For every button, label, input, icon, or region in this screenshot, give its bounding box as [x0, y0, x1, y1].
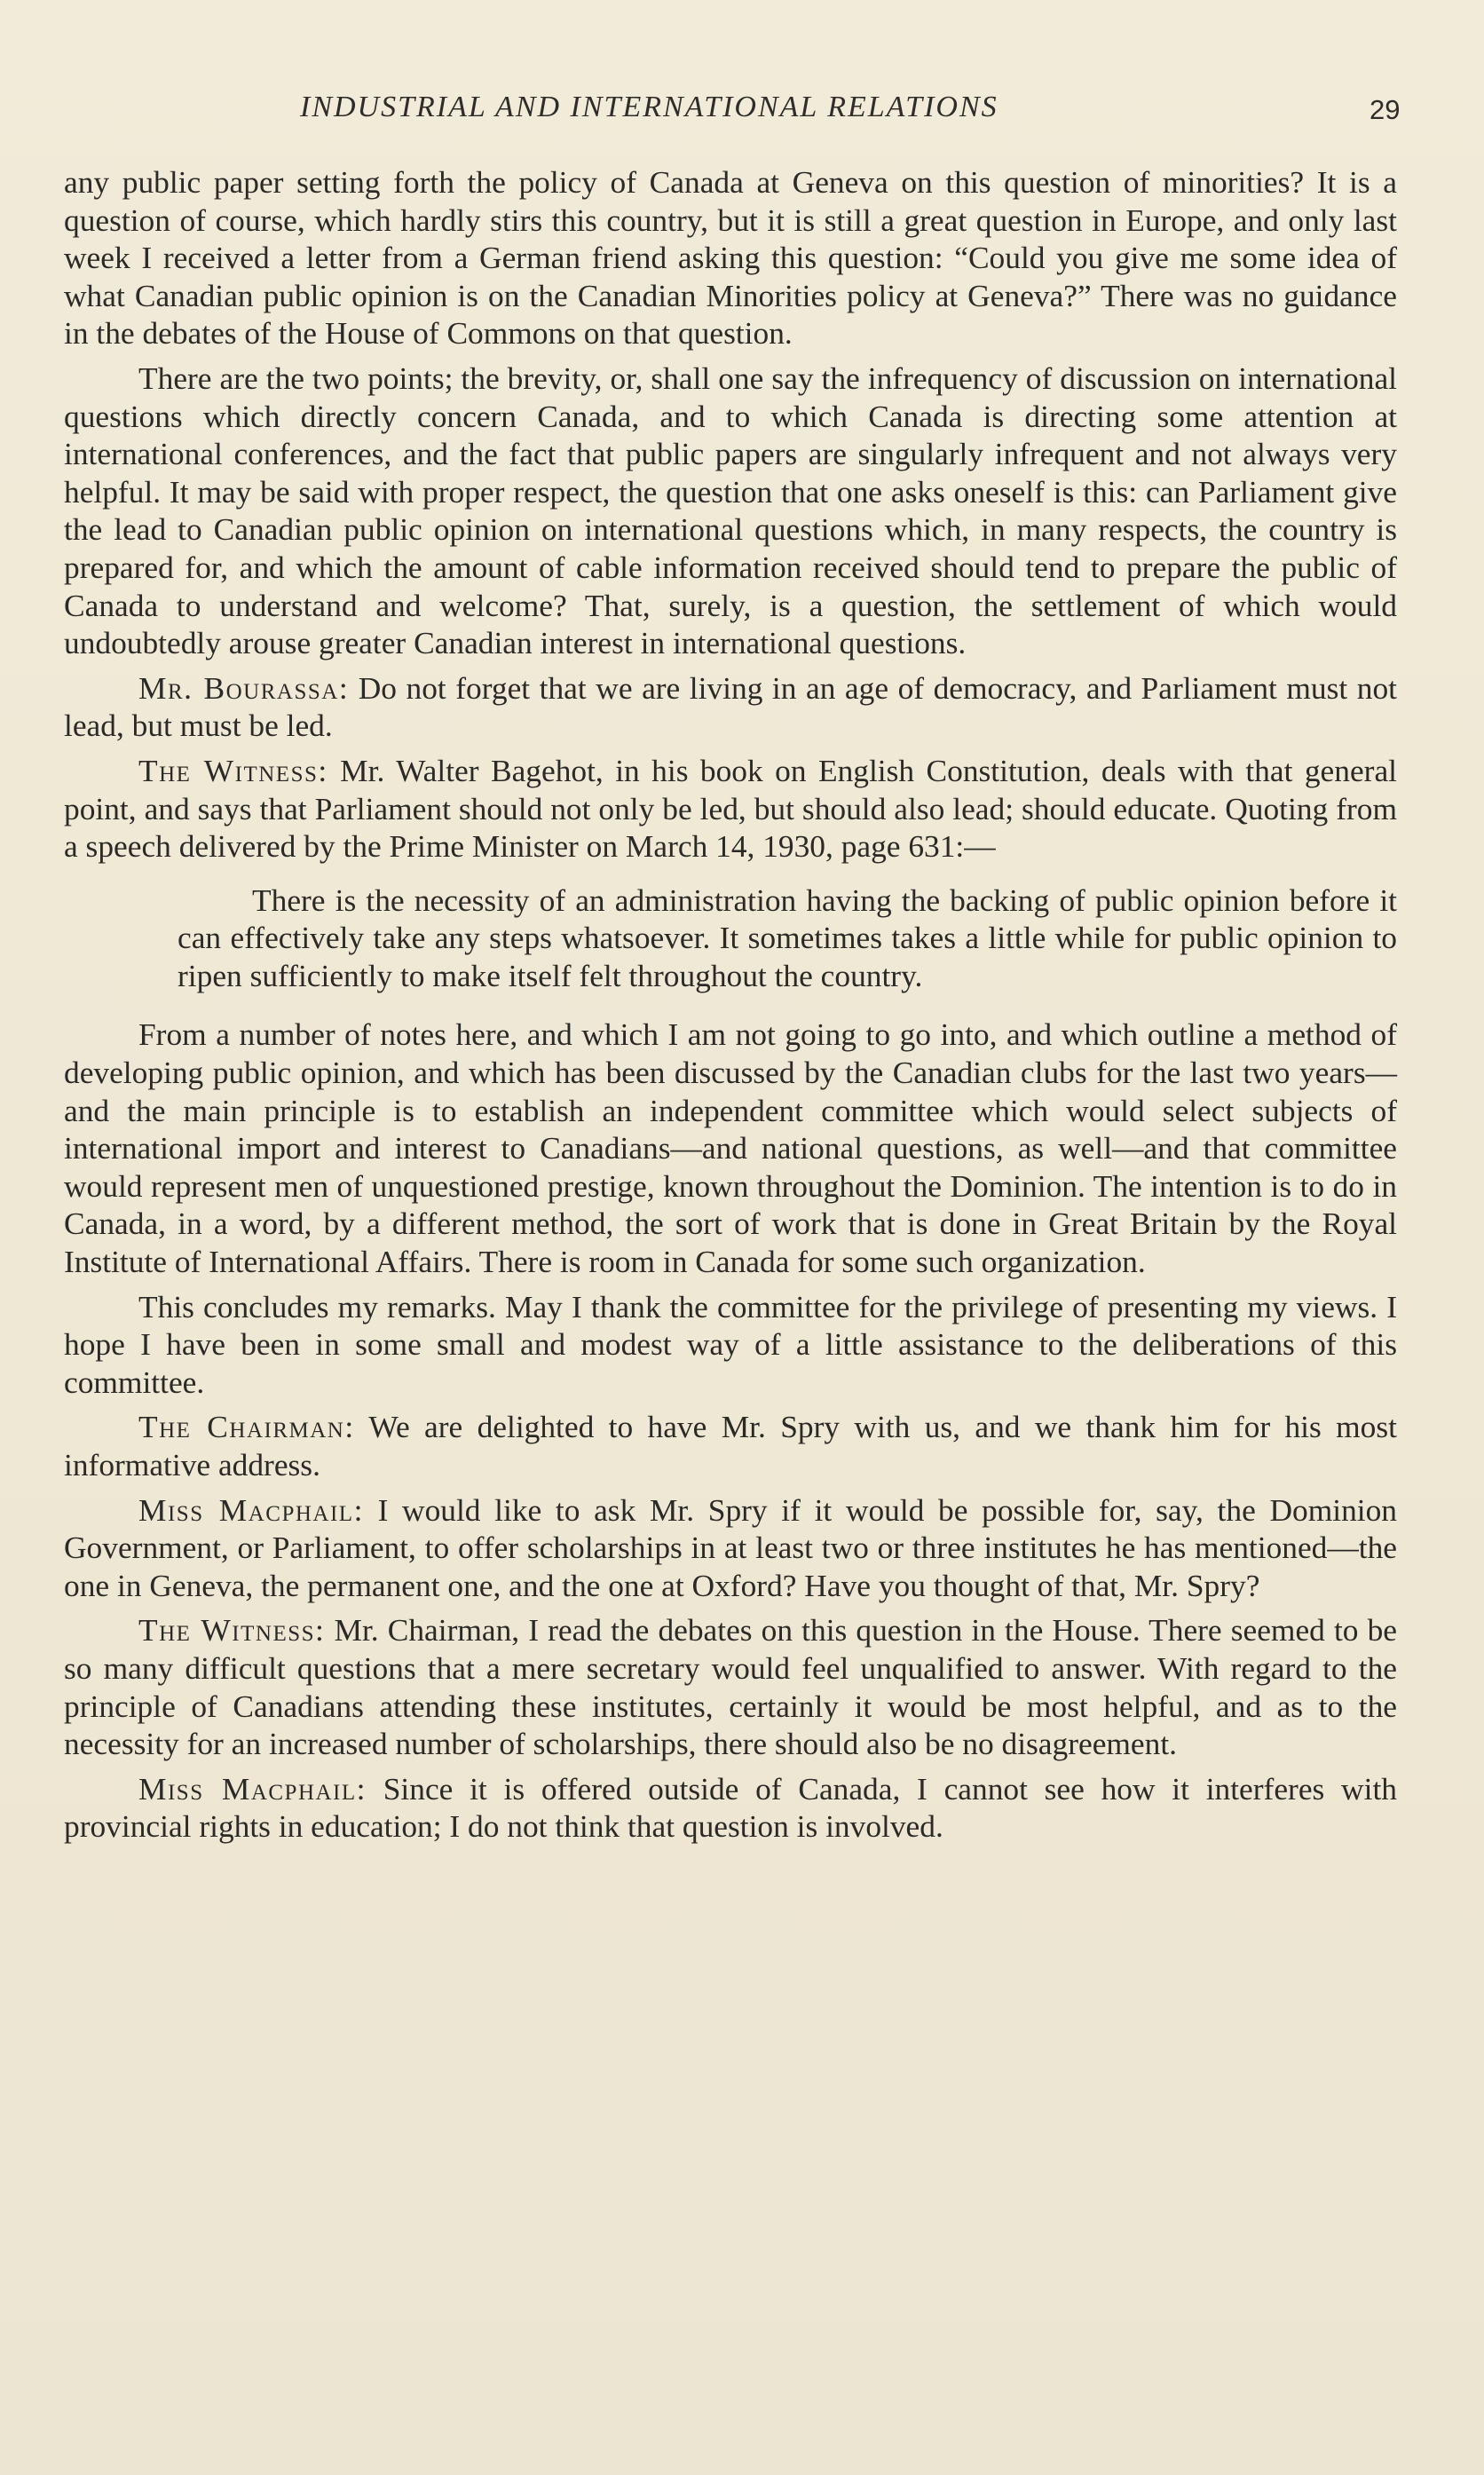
- paragraph-witness-answer: [64, 1611, 1397, 1762]
- speaker-name: The Witness:: [138, 752, 328, 788]
- paragraph-macphail-reply: [64, 1770, 1397, 1846]
- paragraph-witness-bagehot: [64, 752, 1397, 866]
- speech-text: Do not forget that we are living in an age of democracy, and Parliament must not lead, but must be led.: [64, 669, 1397, 744]
- paragraph-conclusion: This concludes my remarks. May I thank the committee for the privilege of presenting my views. I hope I have been in some small and modest way of a little assistance to the deliberations of this committee.: [64, 1288, 1397, 1400]
- speaker-name: Miss Macphail:: [138, 1491, 364, 1528]
- paragraph-two-points: There are the two points; the brevity, or, shall one say the infrequency of discussion on international questions which directly concern Canada, and to which Canada is directing some attention at international conferences, and the fact that public papers are singularly infrequent and not always very helpful. It may be said with proper respect, the question that one asks oneself is this: can Parliament give the lead to Canadian public opinion on international questions which, in many respects, the country is prepared for, and which the amount of cable information received should tend to prepare the public of Canada to understand and welcome? That, surely, is a question, the settlement of which would undoubtedly arouse greater Canadian interest in international questions.: [64, 360, 1397, 661]
- speech-text: Since it is offered outside of Canada, I cannot see how it interferes with provincial rights in education; I do not think that question is involved.: [64, 1770, 1397, 1845]
- speaker-name: The Witness:: [138, 1612, 326, 1649]
- paragraph-bourassa: [64, 669, 1397, 745]
- paragraph-notes: From a number of notes here, and which I am not going to go into, and which outline a method of developing public opinion, and which has been discussed by the Canadian clubs for the last two years—and the main principle is to establish an independent committee which would select subjects of international import and interest to Canadians—and national questions, as well—and that committee would represent men of unquestioned prestige, known throughout the Dominion. The intention is to do in Canada, in a word, by a different method, the sort of work that is done in Great Britain by the Royal Institute of International Affairs. There is room in Canada for some such organization.: [64, 1016, 1397, 1280]
- speech-text: Mr. Chairman, I read the debates on this question in the House. There seemed to be so many difficult questions that a mere secretary would feel unqualified to answer. With regard to the principle of Canadians attending these institutes, certainly it would be most helpful, and as to the necessity for an increased number of scholarships, there should also be no disagreement.: [64, 1612, 1397, 1762]
- paragraph-continued: any public paper setting forth the policy of Canada at Geneva on this question of minorities? It is a question of course, which hardly stirs this country, but it is still a great question in Europe, and only last week I received a letter from a German friend asking this question: “Could you give me some idea of what Canadian public opinion is on the Canadian Minorities policy at Geneva?” There was no guidance in the debates of the House of Commons on that question.: [64, 164, 1397, 352]
- block-quote: There is the necessity of an administration having the backing of public opinion before it can effectively take any steps whatsoever. It sometimes takes a little while for public opinion to ripen sufficiently to make itself felt throughout the country.: [178, 882, 1397, 993]
- speech-text: Mr. Walter Bagehot, in his book on English Constitution, deals with that general point, and says that Parliament should not only be led, but should also lead; should educate. Quoting from a speech delivered by the Prime Minister on March 14, 1930, page 631:—: [64, 752, 1397, 865]
- paragraph-chairman: [64, 1408, 1397, 1483]
- body-text: [64, 163, 1397, 1853]
- speaker-name: Mr. Bourassa:: [138, 669, 350, 706]
- page-number: 29: [1370, 94, 1401, 125]
- running-title: INDUSTRIAL AND INTERNATIONAL RELATIONS: [300, 91, 999, 123]
- running-head: [0, 91, 1484, 135]
- speaker-name: Miss Macphail:: [138, 1770, 367, 1807]
- speech-text: I would like to ask Mr. Spry if it would be possible for, say, the Dominion Government, or Parliament, to offer scholarships in at least two or three institutes he has mentioned—the one in Geneva, the permanent one, and the one at Oxford? Have you thought of that, Mr. Spry?: [64, 1491, 1397, 1603]
- speaker-name: The Chairman:: [138, 1409, 355, 1445]
- speech-text: We are delighted to have Mr. Spry with us, and we thank him for his most informative address.: [64, 1409, 1397, 1483]
- paragraph-macphail-question: [64, 1491, 1397, 1605]
